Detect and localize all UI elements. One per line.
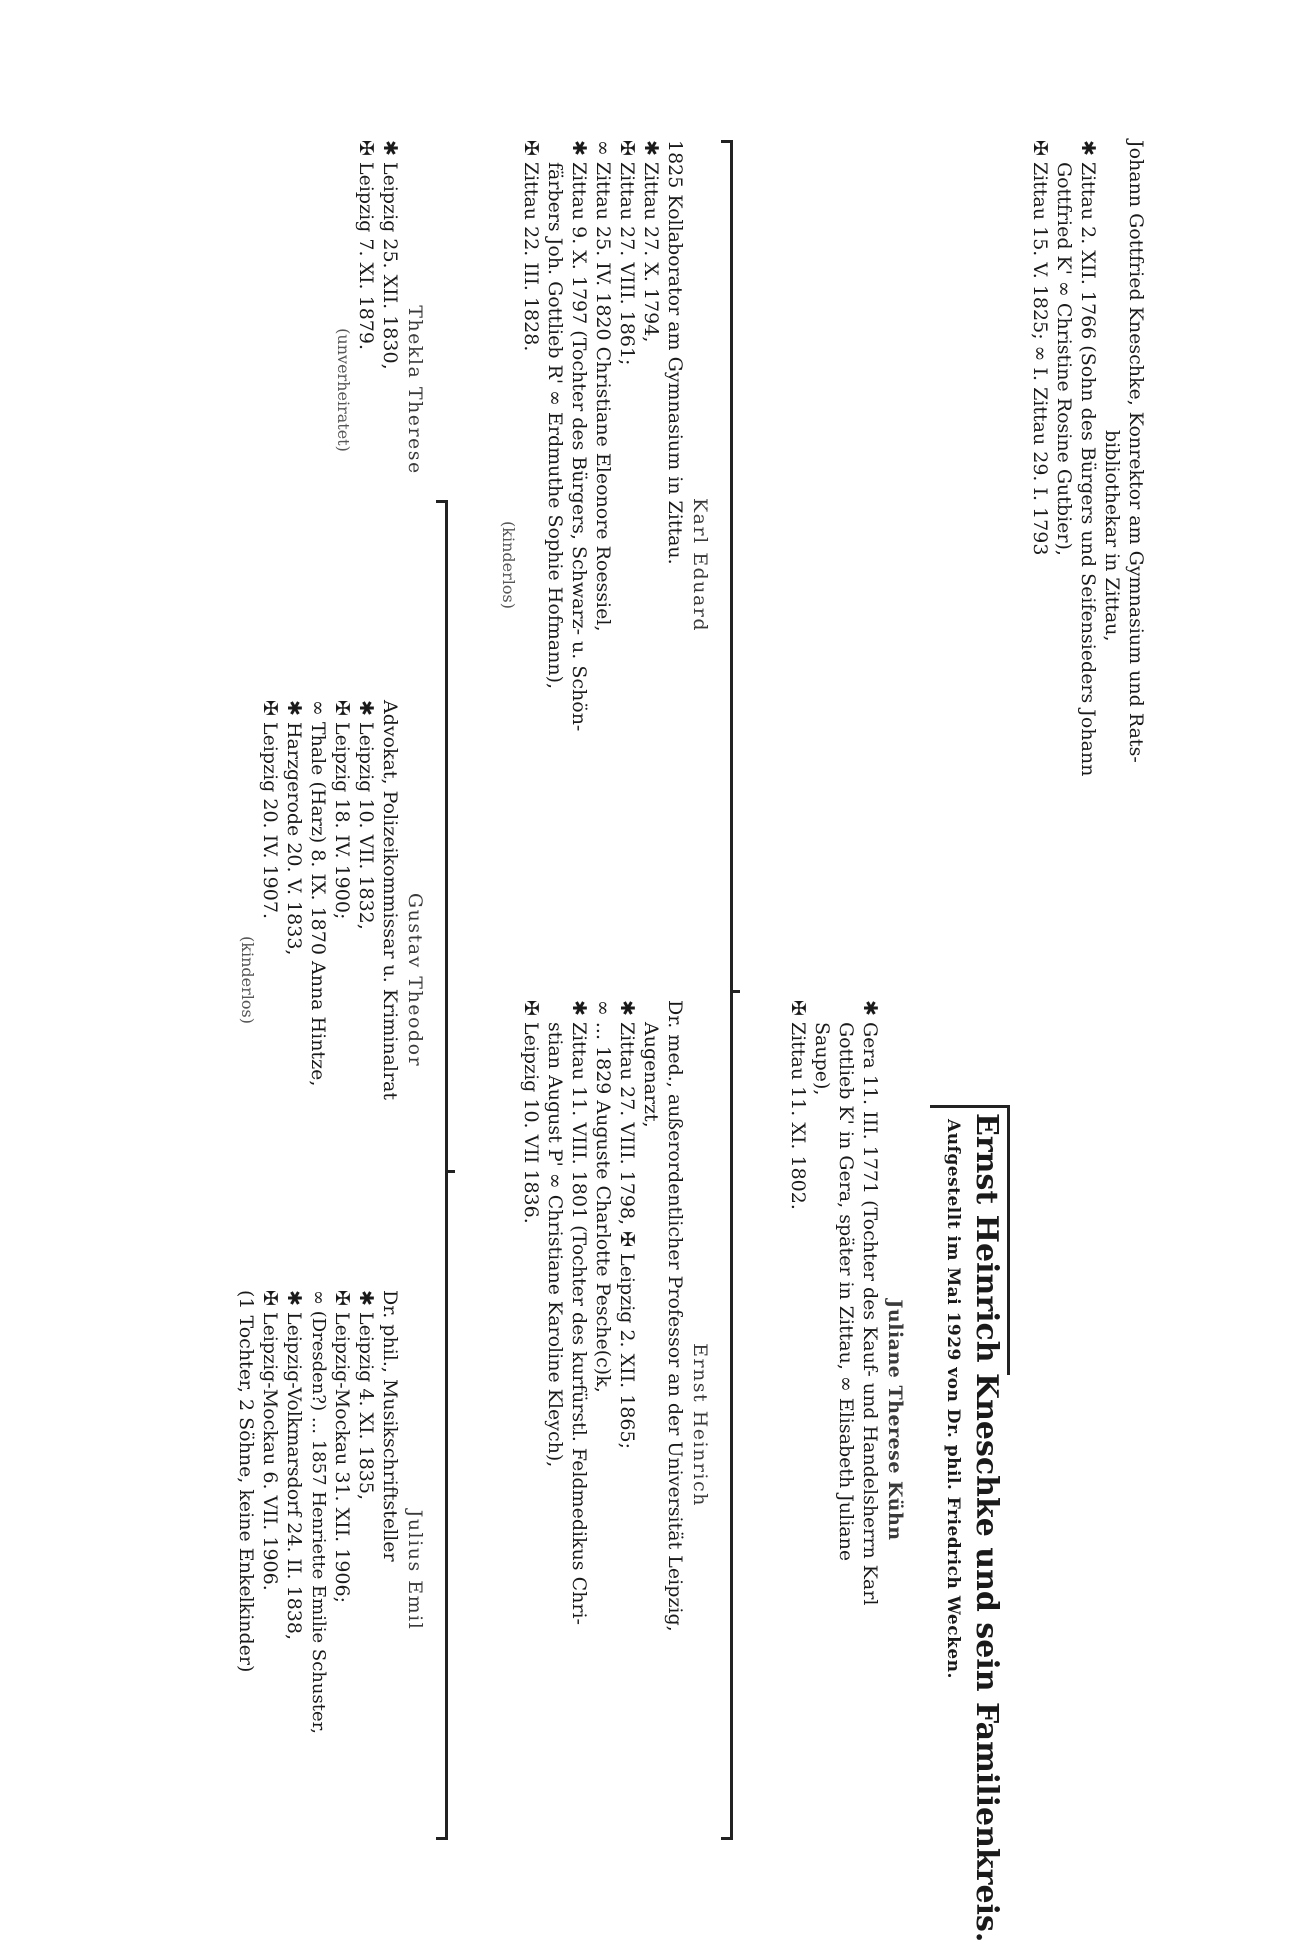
juliane-birth2: Gottlieb K' in Gera, später in Zittau, ∞ Elisabeth Juliane <box>835 1022 857 1562</box>
julius-note: (1 Tochter, 2 Söhne, keine Enkelkinder) <box>235 1290 257 1673</box>
person-thekla-therese <box>332 140 428 640</box>
gustav-name: Gustav Theodor <box>404 892 426 1068</box>
person-gustav-theodor <box>236 700 428 1260</box>
karl-line-4: ∞ Zittau 25. IV. 1820 Christiane Eleonore Roessiel, <box>592 140 614 632</box>
johann-birth: ✱ Zittau 2. XII. 1766 (Sohn des Bürgers und Seifensieders Johann <box>1077 140 1099 777</box>
person-johann-gottfried <box>1028 140 1148 1040</box>
karl-line-7: ✠ Zittau 22. III. 1828. <box>520 140 542 352</box>
ernst-line-1: Dr. med., außerordentlicher Professor an der Universität Leipzig, <box>664 1000 686 1632</box>
karl-note: (kinderlos) <box>499 521 518 609</box>
page-title: Ernst Heinrich Kneschke und sein Familienkreis. <box>969 1113 1004 1943</box>
julius-line-3: ✠ Leipzig-Mockau 31. XII. 1906; <box>331 1290 353 1604</box>
ernst-line-4: ∞ ... 1829 Auguste Charlotte Pesche(c)k, <box>592 1000 614 1393</box>
ernst-line-7: ✠ Leipzig 10. VII 1836. <box>520 1000 542 1224</box>
juliane-name: Juliane Therese Kühn <box>884 1299 906 1541</box>
gustav-line-2: ✱ Leipzig 10. VII. 1832, <box>355 700 377 930</box>
thekla-line-2: ✠ Leipzig 7. XI. 1879. <box>355 140 377 351</box>
johann-death: ✠ Zittau 15. V. 1825; ∞ I. Zittau 29. I. 1793 <box>1029 140 1051 556</box>
person-julius-emil <box>234 1290 428 1850</box>
thekla-note: (unverheiratet) <box>334 328 353 452</box>
karl-line-3: ✠ Zittau 27. VIII. 1861; <box>616 140 638 366</box>
karl-line-2: ✱ Zittau 27. X. 1794, <box>640 140 662 343</box>
thekla-line-1: ✱ Leipzig 25. XII. 1830, <box>379 140 401 370</box>
thekla-name: Thekla Therese <box>404 305 426 475</box>
julius-line-4: ∞ (Dresden?) ... 1857 Henriette Emilie Schuster, <box>308 1290 329 1734</box>
header-rule-top <box>1007 1105 1010 1375</box>
ernst-name: Ernst Heinrich <box>689 1343 711 1507</box>
julius-line-1: Dr. phil., Musikschriftsteller <box>379 1290 401 1562</box>
julius-name: Julius Emil <box>404 1509 426 1631</box>
johann-name-line: Johann Gottfried Kneschke, Konrektor am Gymnasium und Rats- <box>1125 140 1147 763</box>
juliane-death: ✠ Zittau 11. XI. 1802. <box>787 1000 809 1210</box>
ernst-line-3: ✱ Zittau 27. VIII. 1798, ✠ Leipzig 2. XII. 1865; <box>616 1000 638 1450</box>
person-juliane-therese <box>786 1000 908 1840</box>
juliane-birth3: Saupe), <box>811 1022 833 1096</box>
ernst-line-2: Augenarzt, <box>640 1022 662 1128</box>
person-ernst-heinrich <box>519 1000 713 1850</box>
children-brace-2 <box>445 500 448 1840</box>
children-brace-1 <box>730 140 733 1840</box>
karl-line-1: 1825 Kollaborator am Gymnasium in Zittau. <box>664 140 686 565</box>
julius-line-5: ✱ Leipzig-Volkmarsdorf 24. II. 1838, <box>283 1290 305 1641</box>
gustav-line-6: ✠ Leipzig 20. IV. 1907. <box>259 700 281 919</box>
ernst-line-5: ✱ Zittau 11. VIII. 1801 (Tochter des kurfürstl. Feldmedikus Chri- <box>568 1000 590 1625</box>
johann-birth2: Gottfried K' ∞ Christine Rosine Gutbier), <box>1053 162 1075 556</box>
julius-line-6: ✠ Leipzig-Mockau 6. VII. 1906. <box>259 1290 281 1591</box>
gustav-line-3: ✠ Leipzig 18. IV. 1900; <box>331 700 353 920</box>
julius-line-2: ✱ Leipzig 4. XI. 1835, <box>355 1290 377 1501</box>
gustav-line-4: ∞ Thale (Harz) 8. IX. 1870 Anna Hintze, <box>307 700 329 1087</box>
juliane-birth: ✱ Gera 11. III. 1771 (Tochter des Kauf- und Handelsherrn Karl <box>859 1000 881 1606</box>
karl-line-5: ✱ Zittau 9. X. 1797 (Tochter des Bürgers, Schwarz- u. Schön- <box>568 140 590 732</box>
gustav-note: (kinderlos) <box>238 936 257 1024</box>
header-box <box>923 1105 1018 1943</box>
gustav-line-1: Advokat, Polizeikommissar u. Kriminalrat <box>379 700 401 1101</box>
ernst-line-6: stian August P' ∞ Christiane Karoline Kleych), <box>544 1022 566 1468</box>
page-subtitle: Aufgestellt im Mai 1929 von Dr. phil. Friedrich Wecken. <box>943 1119 963 1679</box>
gustav-line-5: ✱ Harzgerode 20. V. 1833, <box>283 700 305 956</box>
johann-name-line2: bibliothekar in Zittau, <box>1101 430 1123 642</box>
person-karl-eduard <box>497 140 713 990</box>
karl-name: Karl Eduard <box>689 497 711 633</box>
karl-line-6: färbers Joh. Gottlieb R' ∞ Erdmuthe Sophie Hofmann), <box>544 162 566 690</box>
header-rule-left <box>930 1105 1010 1108</box>
